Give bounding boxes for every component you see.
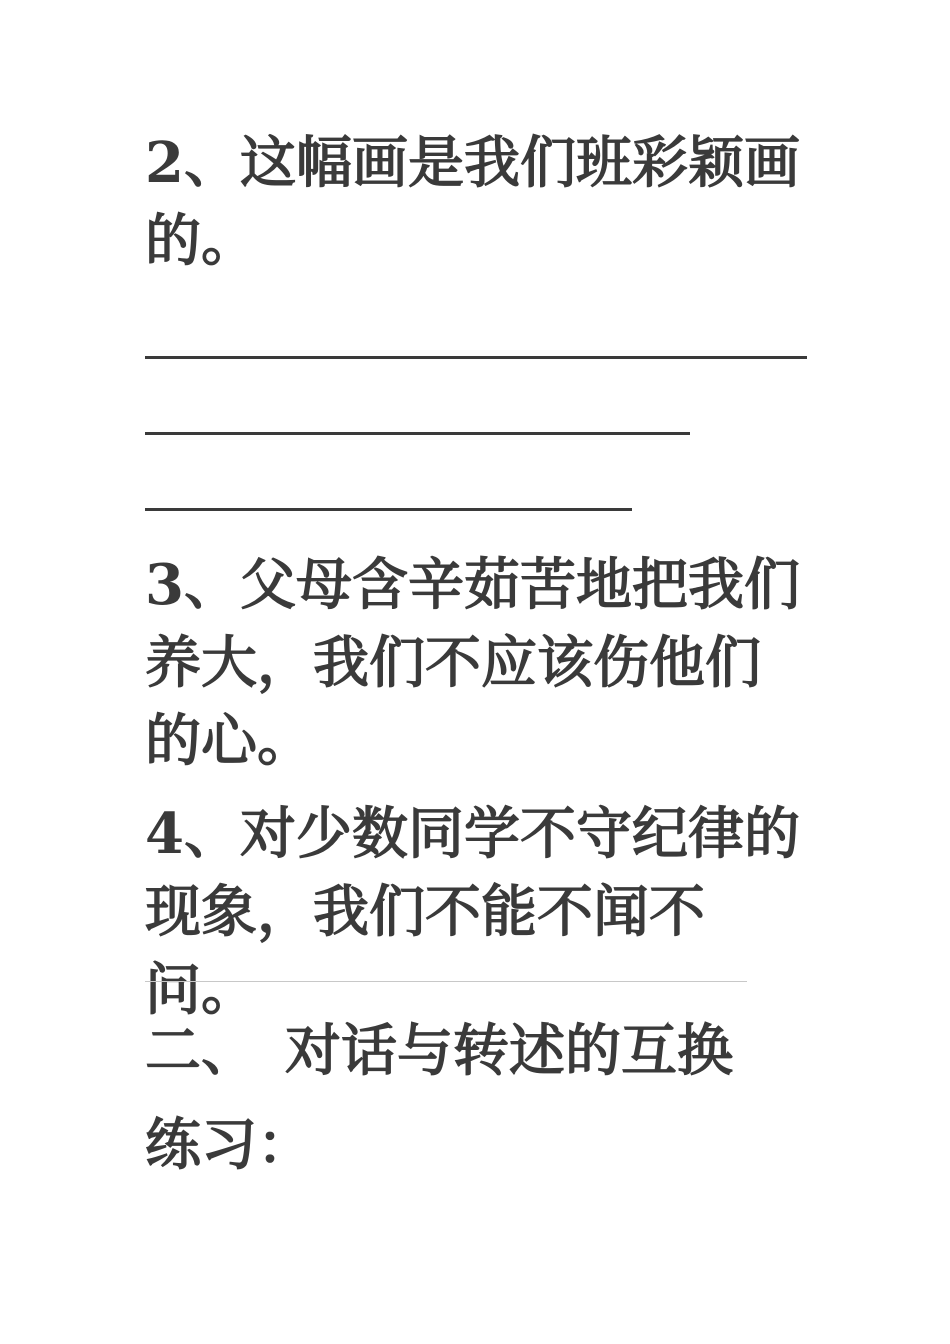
answer-line-3 bbox=[145, 508, 632, 511]
sentence-item-2: 2、这幅画是我们班彩颖画的。 bbox=[145, 130, 800, 274]
sentence-item-3: 3、父母含辛茹苦地把我们养大，我们不应该伤他们的心。 bbox=[145, 552, 800, 774]
answer-line-1 bbox=[145, 356, 807, 359]
answer-line-2 bbox=[145, 432, 690, 435]
sentence-item-4: 4、对少数同学不守纪律的现象，我们不能不闻不问。 bbox=[145, 801, 800, 1023]
section-title-continued: 练习： bbox=[145, 1112, 313, 1178]
section-divider bbox=[145, 981, 747, 982]
section-number: 二、 bbox=[145, 1018, 257, 1084]
section-heading bbox=[145, 1012, 733, 1090]
section-title: 对话与转述的互换 bbox=[285, 1018, 733, 1084]
